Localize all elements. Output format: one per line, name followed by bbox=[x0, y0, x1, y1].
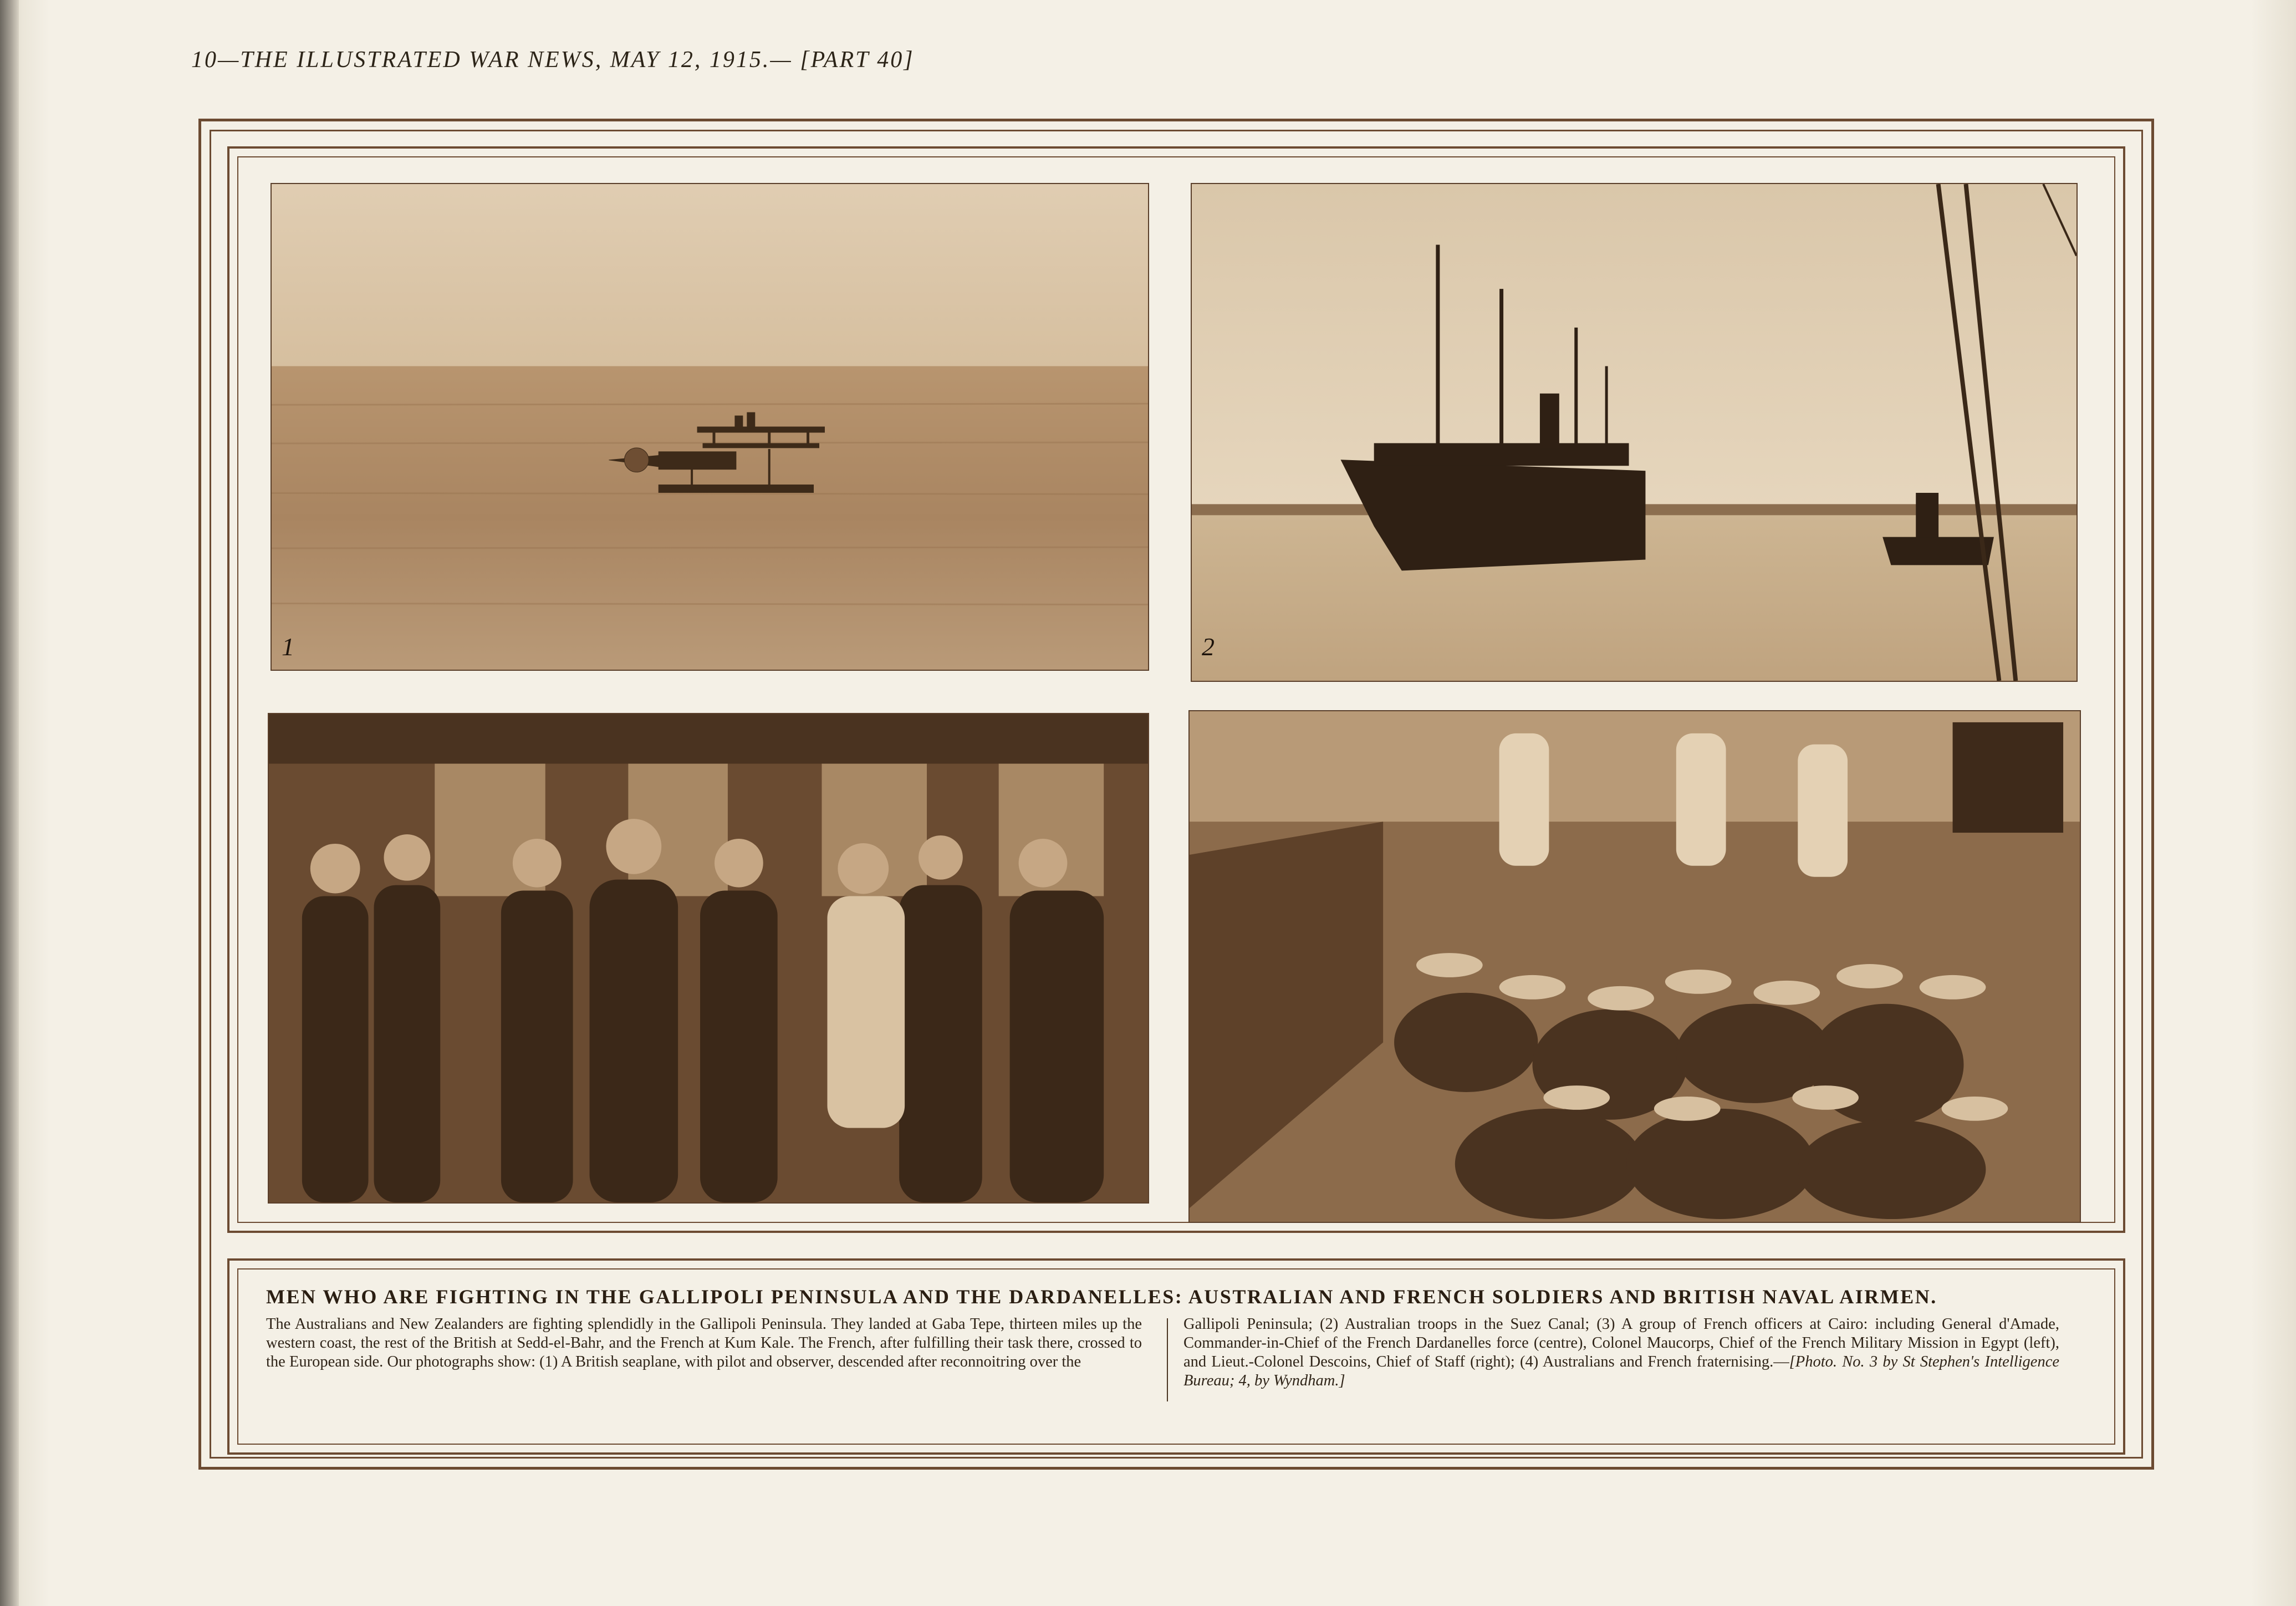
officers-image bbox=[269, 714, 1148, 1202]
photo-troopship bbox=[1191, 183, 2078, 682]
caption-left-column: The Australians and New Zealanders are fighting splendidly in the Gallipoli Peninsula. They landed at Gaba Tepe, thirteen miles up the western coast, the rest of the British at Sedd-el-Bahr, and the French at Kum Kale. The French, after fulfilling their task there, crossed to the European side. Our photographs show: (1) A British seaplane, with pilot and observer, descended after reconnoitring over the bbox=[266, 1316, 1142, 1370]
photo-french-officers bbox=[268, 713, 1149, 1204]
photo-fraternising bbox=[1188, 710, 2081, 1223]
running-head: 10—THE ILLUSTRATED WAR NEWS, MAY 12, 1915.— [PART 40] bbox=[191, 47, 915, 73]
caption-right-column bbox=[1183, 1315, 2059, 1390]
photo-credit: [Photo. No. 3 by St Stephen's Intelligence Bureau; 4, by Wyndham.] bbox=[1183, 1353, 2059, 1389]
seaplane-image bbox=[272, 184, 1148, 670]
photo-seaplane bbox=[271, 183, 1149, 671]
caption-title: MEN WHO ARE FIGHTING IN THE GALLIPOLI PENINSULA AND THE DARDANELLES: AUSTRALIAN AND FRENCH SOLDIERS AND BRITISH NAVAL AIRMEN. bbox=[266, 1286, 1937, 1308]
book-spine bbox=[0, 0, 19, 1606]
fraternising-image bbox=[1190, 711, 2080, 1222]
troopship-image bbox=[1192, 184, 2076, 681]
photo-number-1: 1 bbox=[282, 633, 294, 661]
photo-number-2: 2 bbox=[1202, 633, 1215, 661]
caption-divider bbox=[1167, 1318, 1168, 1401]
caption-right-text: Gallipoli Peninsula; (2) Australian troops in the Suez Canal; (3) A group of French officers at Cairo: including General d'Amade, Commander-in-Chief of the French Dardanelles force (centre), Colonel Maucorps, Chief of the French Military Mission in Egypt (left), and Lieut.-Colonel Descoins, Chief of Staff (right); (4) Australians and French fraternising.— bbox=[1183, 1316, 2059, 1370]
